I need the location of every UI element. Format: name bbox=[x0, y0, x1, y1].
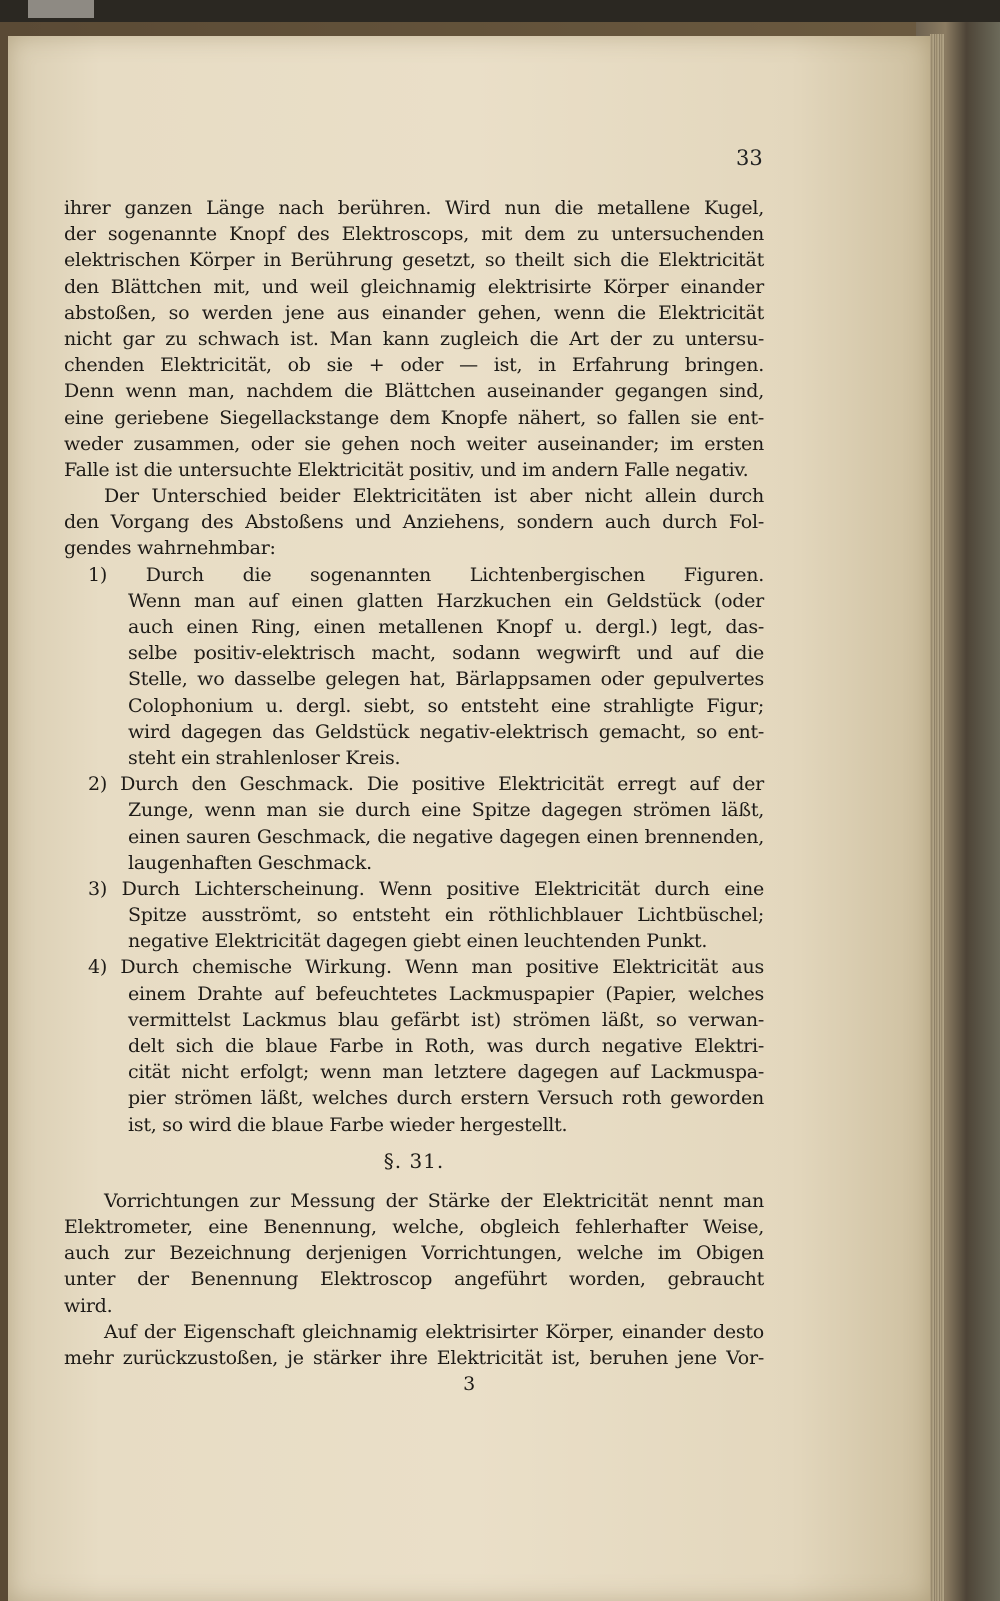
text-line: wird dagegen das Geldstück negativ-elektrisch gemacht, so ent- bbox=[128, 720, 764, 743]
text-line: den Blättchen mit, und weil gleichnamig elektrisirte Körper einander bbox=[64, 275, 764, 298]
text-line: unter der Benennung Elektroscop angeführt worden, gebraucht bbox=[64, 1268, 764, 1291]
list-item-first-line: 1) Durch die sogenannten Lichtenbergischen Figuren. bbox=[88, 563, 764, 586]
paragraph-2 bbox=[64, 483, 764, 562]
list-item-first-line: 3) Durch Lichterscheinung. Wenn positive Elektricität durch eine bbox=[88, 877, 764, 900]
text-line: selbe positiv-elektrisch macht, sodann wegwirft und auf die bbox=[128, 642, 764, 665]
text-line: Denn wenn man, nachdem die Blättchen auseinander gegangen sind, bbox=[64, 380, 764, 403]
text-line: vermittelst Lackmus blau gefärbt ist) strömen läßt, so verwan- bbox=[128, 1008, 764, 1031]
text-line: Der Unterschied beider Elektricitäten ist aber nicht allein durch bbox=[104, 485, 764, 508]
text-line: ihrer ganzen Länge nach berühren. Wird nun die metallene Kugel, bbox=[64, 197, 764, 219]
text-line: elektrischen Körper in Berührung gesetzt, so theilt sich die Elektricität bbox=[64, 249, 764, 272]
text-line: negative Elektricität dagegen giebt einen leuchtenden Punkt. bbox=[128, 930, 708, 953]
page-text bbox=[64, 195, 764, 1397]
list-item-4 bbox=[64, 954, 764, 1137]
text-line: nicht gar zu schwach ist. Man kann zugleich die Art der zu untersu- bbox=[64, 327, 764, 350]
paragraph-4 bbox=[64, 1319, 764, 1371]
text-line: delt sich die blaue Farbe in Roth, was durch negative Elektri- bbox=[128, 1035, 764, 1057]
text-line: Zunge, wenn man sie durch eine Spitze dagegen strömen läßt, bbox=[128, 799, 764, 822]
paragraph-3 bbox=[64, 1188, 764, 1319]
text-line: wird. bbox=[64, 1294, 113, 1317]
paragraph-1 bbox=[64, 195, 764, 483]
scan-tag bbox=[28, 0, 94, 18]
text-line: pier strömen läßt, welches durch erstern Versuch roth geworden bbox=[128, 1087, 764, 1110]
page-leaves bbox=[930, 34, 944, 1601]
list-item-first-line: 2) Durch den Geschmack. Die positive Elektricität erregt auf der bbox=[88, 773, 764, 796]
text-line: cität nicht erfolgt; wenn man letztere dagegen auf Lackmuspa- bbox=[128, 1061, 764, 1084]
text-line: Wenn man auf einen glatten Harzkuchen ein Geldstück (oder bbox=[128, 589, 764, 612]
text-line: steht ein strahlenloser Kreis. bbox=[128, 746, 401, 769]
text-line: der sogenannte Knopf des Elektroscops, mit dem zu untersuchenden bbox=[64, 223, 764, 246]
text-line: einem Drahte auf befeuchtetes Lackmuspapier (Papier, welches bbox=[128, 982, 764, 1005]
printer-signature-mark: 3 bbox=[463, 1373, 475, 1396]
text-line: ist, so wird die blaue Farbe wieder hergestellt. bbox=[128, 1113, 568, 1136]
text-line: abstoßen, so werden jene aus einander gehen, wenn die Elektricität bbox=[64, 301, 764, 324]
text-line: Auf der Eigenschaft gleichnamig elektrisirter Körper, einander desto bbox=[104, 1320, 764, 1343]
list-item-first-line: 4) Durch chemische Wirkung. Wenn man positive Elektricität aus bbox=[88, 956, 764, 979]
text-line: Colophonium u. dergl. siebt, so entsteht eine strahligte Figur; bbox=[128, 694, 764, 717]
text-line: den Vorgang des Abstoßens und Anziehens, sondern auch durch Fol- bbox=[64, 511, 764, 534]
text-line: Spitze ausströmt, so entsteht ein röthlichblauer Lichtbüschel; bbox=[128, 904, 764, 927]
text-line: einen sauren Geschmack, die negative dagegen einen brennenden, bbox=[128, 825, 764, 848]
scan-top-strip bbox=[0, 0, 1000, 24]
list-item-2 bbox=[64, 771, 764, 876]
page-number: 33 bbox=[736, 146, 763, 170]
text-line: auch einen Ring, einen metallenen Knopf u. dergl.) legt, das- bbox=[128, 616, 764, 638]
text-line: Vorrichtungen zur Messung der Stärke der Elektricität nennt man bbox=[104, 1189, 764, 1212]
text-line: gendes wahrnehmbar: bbox=[64, 537, 276, 560]
text-line: Elektrometer, eine Benennung, welche, obgleich fehlerhafter Weise, bbox=[64, 1215, 764, 1238]
section-heading: §. 31. bbox=[383, 1148, 445, 1173]
text-line: Stelle, wo dasselbe gelegen hat, Bärlappsamen oder gepulvertes bbox=[128, 668, 764, 691]
text-line: Falle ist die untersuchte Elektricität positiv, und im andern Falle negativ. bbox=[64, 458, 749, 481]
text-line: chenden Elektricität, ob sie + oder — ist, in Erfahrung bringen. bbox=[64, 354, 764, 377]
text-line: laugenhaften Geschmack. bbox=[128, 851, 372, 874]
list-item-3 bbox=[64, 876, 764, 955]
text-line: auch zur Bezeichnung derjenigen Vorrichtungen, welche im Obigen bbox=[64, 1242, 764, 1265]
text-line: eine geriebene Siegellackstange dem Knopfe nähert, so fallen sie ent- bbox=[64, 406, 764, 429]
text-line: mehr zurückzustoßen, je stärker ihre Elektricität ist, beruhen jene Vor- bbox=[64, 1346, 764, 1369]
list-item-1 bbox=[64, 562, 764, 772]
text-line: weder zusammen, oder sie gehen noch weiter auseinander; im ersten bbox=[64, 432, 764, 455]
